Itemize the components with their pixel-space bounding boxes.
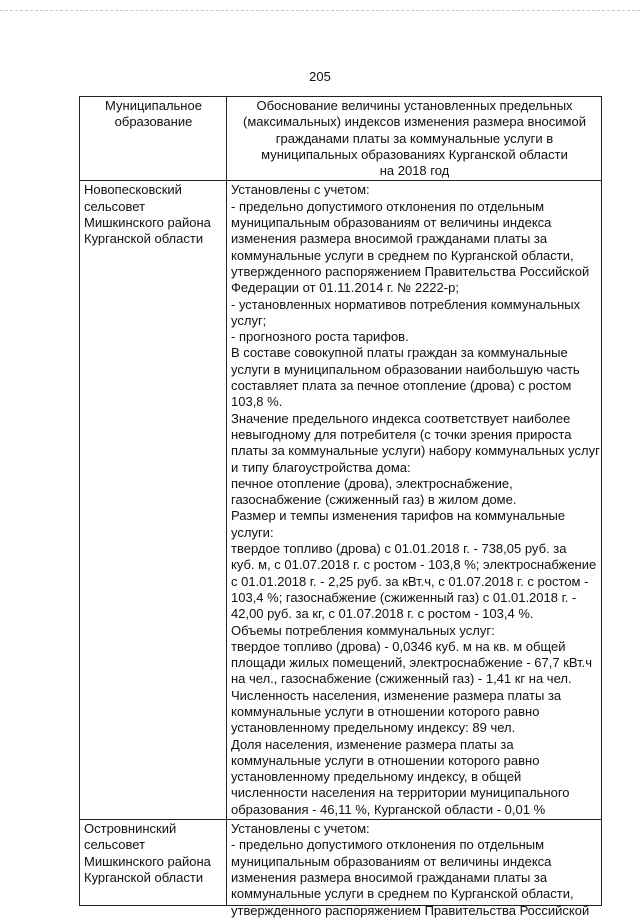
text-line: твердое топливо (дрова) с 01.01.2018 г. - 738,05 руб. за (231, 541, 567, 557)
text-line: Размер и темпы изменения тарифов на коммунальные (231, 508, 566, 524)
text-line: на чел., газоснабжение (сжиженный газ) - 1,41 кг на чел. (231, 671, 572, 687)
text-line: коммунальные услуги в среднем по Курганской области, (231, 886, 574, 902)
justification-lines (231, 821, 598, 918)
municipality-cell (80, 820, 227, 906)
justification-cell (227, 181, 602, 820)
text-line: услуг; (231, 312, 267, 328)
municipality-lines (84, 821, 223, 886)
text-line: куб. м, с 01.07.2018 г. с ростом - 103,8 %; электроснабжение (231, 557, 597, 573)
text-line: Установлены с учетом: (231, 182, 370, 198)
text-line: Установлены с учетом: (231, 821, 370, 837)
text-line: Курганской области (84, 231, 204, 247)
text-line: и типу благоустройства дома: (231, 459, 411, 475)
header-text-line: (максимальных) индексов изменения размера вносимой (243, 114, 586, 130)
text-line: коммунальные услуги в отношении которого равно (231, 703, 540, 719)
text-line: платы за коммунальные услуги) набору коммунальных услуг (231, 443, 600, 459)
text-line: 103,4 %; газоснабжение (сжиженный газ) с 01.01.2018 г. - (231, 589, 577, 605)
text-line: Новопесковский (84, 182, 182, 198)
header-municipality-cell (80, 97, 227, 181)
text-line: 103,8 %. (231, 394, 283, 410)
text-line: услуги: (231, 524, 274, 540)
text-line: Мишкинского района (84, 853, 211, 869)
text-line: Численность населения, изменение размера платы за (231, 687, 562, 703)
text-line: печное отопление (дрова), электроснабжение, (231, 475, 513, 491)
text-line: сельсовет (84, 837, 146, 853)
text-line: с 01.01.2018 г. - 2,25 руб. за кВт.ч, с 01.07.2018 г. с ростом - (231, 573, 589, 589)
table-row (80, 181, 602, 820)
text-line: муниципальным образованиям от величины индекса (231, 215, 552, 231)
table-header-row (80, 97, 602, 181)
tariff-index-table (79, 96, 602, 918)
text-line: утвержденного распоряжением Правительства Российской (231, 902, 590, 918)
text-line: газоснабжение (сжиженный газ) в жилом доме. (231, 492, 517, 508)
municipality-cell (80, 181, 227, 820)
text-line: изменения размера вносимой гражданами платы за (231, 231, 548, 247)
justification-lines (231, 182, 598, 818)
text-line: услуги в муниципальном образовании наибольшую часть (231, 361, 580, 377)
text-line: сельсовет (84, 198, 146, 214)
text-line: численности населения на территории муниципального (231, 785, 570, 801)
text-line: - предельно допустимого отклонения по отдельным (231, 837, 545, 853)
text-line: установленному предельному индексу, в общей (231, 769, 522, 785)
text-line: Значение предельного индекса соответствует наиболее (231, 410, 571, 426)
text-line: утвержденного распоряжением Правительства Российской (231, 263, 590, 279)
text-line: образования - 46,11 %, Курганской области - 0,01 % (231, 801, 546, 817)
text-line: Мишкинского района (84, 215, 211, 231)
text-line: изменения размера вносимой гражданами платы за (231, 869, 548, 885)
header-text-line: гражданами платы за коммунальные услуги в (275, 130, 554, 146)
text-line: установленному предельному индексу: 89 чел. (231, 720, 516, 736)
text-line: составляет плата за печное отопление (дрова) с ростом (231, 378, 572, 394)
text-line: площади жилых помещений, электроснабжение - 67,7 кВт.ч (231, 655, 593, 671)
justification-cell (227, 820, 602, 918)
header-text-line: муниципальных образованиях Курганской области (261, 146, 568, 162)
page-number: 205 (309, 69, 331, 84)
text-line: Объемы потребления коммунальных услуг: (231, 622, 495, 638)
header-text-line: образование (114, 114, 193, 130)
text-line: - прогнозного роста тарифов. (231, 329, 409, 345)
header-justification-cell (227, 97, 602, 181)
text-line: муниципальным образованиям от величины индекса (231, 853, 552, 869)
text-line: Курганской области (84, 869, 204, 885)
text-line: В составе совокупной платы граждан за коммунальные (231, 345, 568, 361)
text-line: невыгодному для потребителя (с точки зрения прироста (231, 426, 572, 442)
municipality-lines (84, 182, 223, 247)
text-line: Доля населения, изменение размера платы за (231, 736, 514, 752)
text-line: твердое топливо (дрова) - 0,0346 куб. м на кв. м общей (231, 638, 566, 654)
header-text-line: на 2018 год (379, 163, 450, 179)
text-line: коммунальные услуги в среднем по Курганской области, (231, 247, 574, 263)
header-text-line: Обоснование величины установленных предельных (256, 98, 573, 113)
header-text-line: Муниципальное (105, 98, 202, 113)
text-line: - установленных нормативов потребления коммунальных (231, 296, 581, 312)
text-line: Островнинский (84, 821, 177, 837)
text-line: Федерации от 01.11.2014 г. № 2222-р; (231, 280, 459, 296)
scan-top-edge-line (0, 10, 640, 11)
text-line: коммунальные услуги в отношении которого равно (231, 752, 540, 768)
table-row (80, 820, 602, 906)
text-line: - предельно допустимого отклонения по отдельным (231, 198, 545, 214)
text-line: 42,00 руб. за кг, с 01.07.2018 г. с ростом - 103,4 %. (231, 606, 534, 622)
